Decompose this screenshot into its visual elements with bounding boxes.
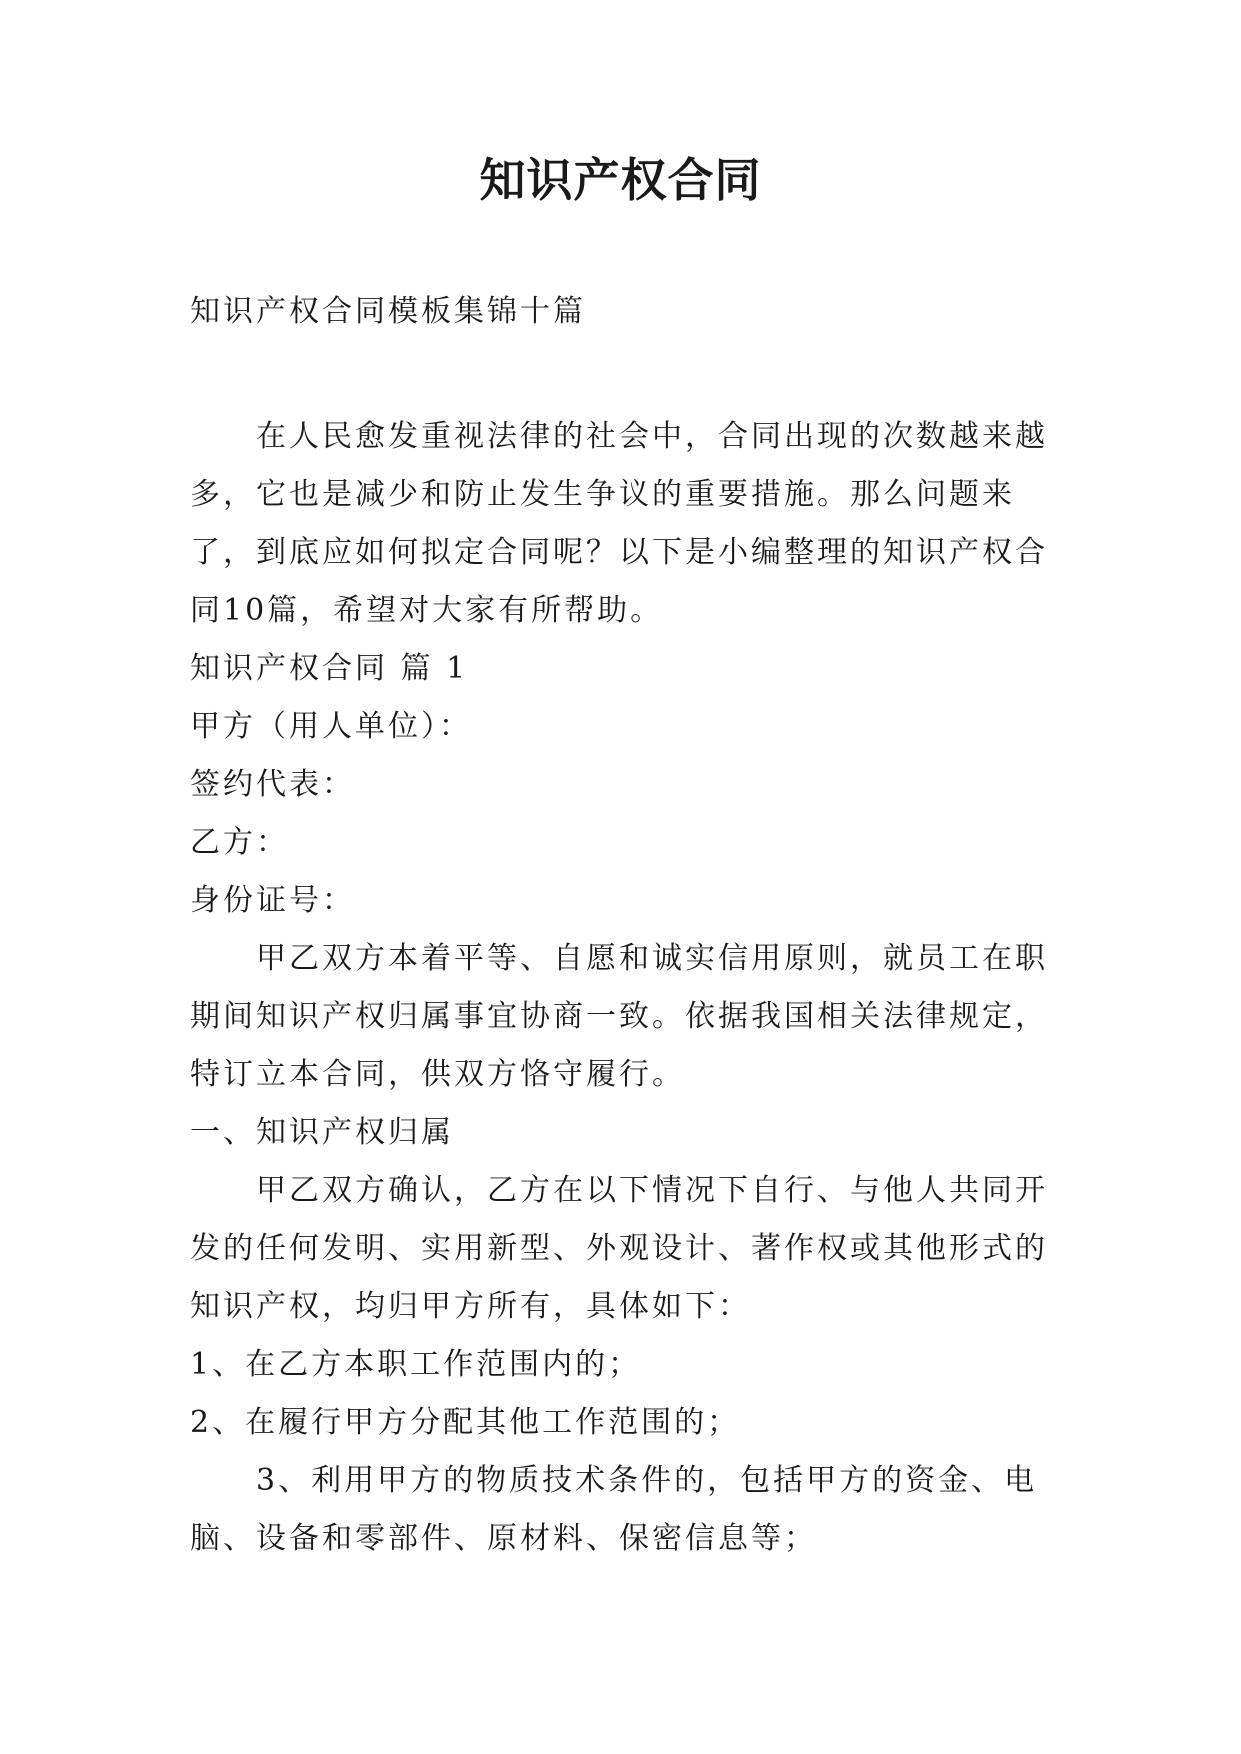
document-title: 知识产权合同 xyxy=(479,153,762,207)
clause-one-paragraph: 甲乙双方确认，乙方在以下情况下自行、与他人共同开发的任何发明、实用新型、外观设计、著作权或其他形式的知识产权，均归甲方所有，具体如下： xyxy=(190,1173,1048,1324)
preamble-paragraph: 甲乙双方本着平等、自愿和诚实信用原则，就员工在职期间知识产权归属事宜协商一致。依据我国相关法律规定，特订立本合同，供双方恪守履行。 xyxy=(190,941,1048,1092)
section-heading: 知识产权合同 篇 1 xyxy=(190,651,469,686)
document-body xyxy=(190,408,1070,1568)
clause-item-1: 1、在乙方本职工作范围内的； xyxy=(190,1347,642,1382)
clause-item-3: 3、利用甲方的物质技术条件的，包括甲方的资金、电脑、设备和零部件、原材料、保密信息等； xyxy=(190,1463,1038,1556)
document-subtitle: 知识产权合同模板集锦十篇 xyxy=(190,294,586,329)
id-number-line: 身份证号： xyxy=(190,883,355,918)
clause-item-2: 2、在履行甲方分配其他工作范围的； xyxy=(190,1405,741,1440)
signing-representative-line: 签约代表： xyxy=(190,767,355,802)
clause-one-heading: 一、知识产权归属 xyxy=(190,1115,454,1150)
intro-paragraph: 在人民愈发重视法律的社会中，合同出现的次数越来越多，它也是减少和防止发生争议的重要措施。那么问题来了，到底应如何拟定合同呢？以下是小编整理的知识产权合同10篇，希望对大家有所帮助。 xyxy=(190,419,1048,628)
party-a-line: 甲方（用人单位）： xyxy=(190,709,472,744)
party-b-line: 乙方： xyxy=(190,825,289,860)
